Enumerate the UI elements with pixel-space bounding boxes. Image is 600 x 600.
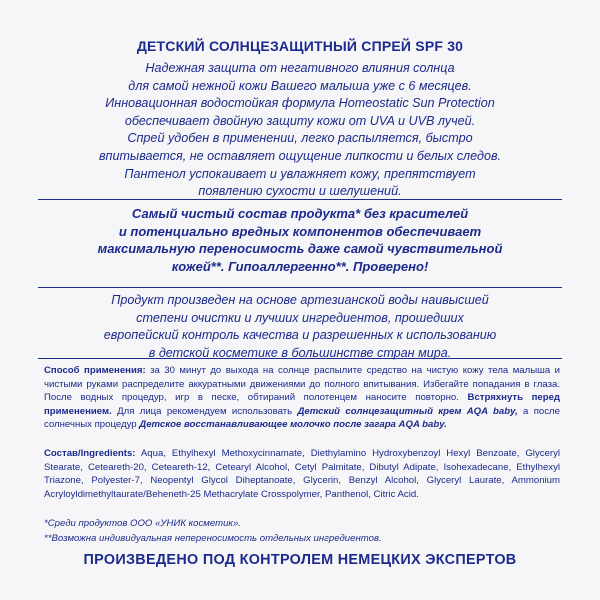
footnote: **Возможна индивидуальная непереносимость отдельных ингредиентов. bbox=[44, 533, 382, 544]
intro-line: впитывается, не оставляет ощущение липкости и белых следов. bbox=[98, 148, 502, 163]
usage-text: а после солнечных процедур bbox=[44, 405, 560, 431]
after-sun-product-name: Детское восстанавливающее молочко после загара AQA baby. bbox=[139, 419, 447, 431]
divider bbox=[38, 358, 562, 359]
origin-line: степени очистки и лучших ингредиентов, прошедших bbox=[136, 310, 464, 325]
intro-line: для самой нежной кожи Вашего малыша уже с 6 месяцев. bbox=[128, 78, 472, 93]
intro-line: Надежная защита от негативного влияния солнца bbox=[145, 61, 455, 75]
product-title: ДЕТСКИЙ СОЛНЦЕЗАЩИТНЫЙ СПРЕЙ SPF 30 bbox=[136, 38, 464, 54]
usage-text: Для лица рекомендуем использовать bbox=[111, 405, 298, 417]
intro-line: Спрей удобен в применении, легко распыляется, быстро bbox=[127, 131, 473, 146]
intro-line: Инновационная водостойкая формула Homeostatic Sun Protection bbox=[105, 96, 495, 111]
divider bbox=[38, 287, 562, 288]
ingredients-label: Состав/Ingredients: bbox=[44, 448, 136, 459]
ingredients-list bbox=[44, 447, 560, 501]
highlight-line: кожей**. Гипоаллергенно**. Проверено! bbox=[171, 258, 429, 274]
intro-line: появлению сухости и шелушений. bbox=[198, 184, 402, 199]
footnotes bbox=[44, 516, 560, 546]
origin-line: Продукт произведен на основе артезианской воды наивысшей bbox=[111, 293, 489, 307]
origin-line: в детской косметике в большинстве стран мира. bbox=[148, 345, 452, 360]
highlight-line: и потенциально вредных компонентов обеспечивает bbox=[118, 223, 482, 239]
intro-line: обеспечивает двойную защиту кожи от UVA и UVB лучей. bbox=[124, 113, 476, 128]
usage-label: Способ применения: bbox=[44, 365, 146, 376]
origin-paragraph bbox=[40, 292, 560, 362]
usage-instructions bbox=[44, 364, 560, 432]
highlight-paragraph bbox=[40, 205, 560, 275]
shake-warning: Встряхнуть перед применением. bbox=[44, 392, 560, 417]
face-product-name: Детский солнцезащитный крем AQA baby, bbox=[297, 405, 518, 417]
footnote: *Среди продуктов ООО «УНИК косметик». bbox=[44, 518, 241, 529]
intro-line: Пантенол успокаивает и увлажняет кожу, препятствует bbox=[124, 166, 476, 181]
ingredients-text: Aqua, Ethylhexyl Methoxycinnamate, Diethylamino Hydroxybenzoyl Hexyl Benzoate, Glyceryl Stearate, Ceteareth-20, Ceteareth-12, Cetearyl Alcohol, Cetyl Palmitate, Dibutyl Adipate, Isohexadecane, Ethylhexyl Triazone, Polyester-7, Neopentyl Glycol Diheptanoate, Glycerin, Benzyl Alcohol, Glyceryl Laurate, Ammonium Acryloyldimethyltaurate/Beheneth-25 Methacrylate Crosspolymer, Panthenol, Citric Acid. bbox=[44, 448, 560, 500]
highlight-line: Самый чистый состав продукта* без красителей bbox=[131, 206, 469, 221]
intro-paragraph bbox=[40, 60, 560, 201]
usage-text: за 30 минут до выхода на солнце распылите средство на чистую кожу тела малыша и чистыми руками распределите аккуратными движениями до полного впитывания. Избегайте попадания в глаза. После водных процедур, игр в песке, обтираний полотенцем наносите повторно. bbox=[44, 365, 560, 404]
highlight-line: максимальную переносимость даже самой чувствительной bbox=[97, 241, 503, 257]
origin-line: европейский контроль качества и разрешенных к использованию bbox=[103, 328, 497, 343]
divider bbox=[38, 199, 562, 200]
footer-banner: ПРОИЗВЕДЕНО ПОД КОНТРОЛЕМ НЕМЕЦКИХ ЭКСПЕРТОВ bbox=[83, 552, 517, 568]
